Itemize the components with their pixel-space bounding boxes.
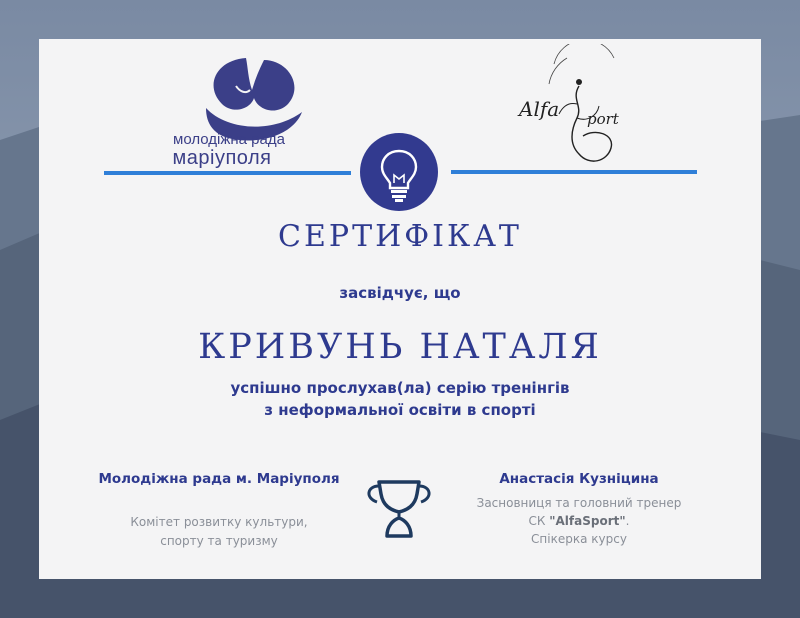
divider-right [451,170,697,174]
signer-role2 [454,514,704,528]
svg-text:port: port [587,110,619,128]
svg-text:Alfa: Alfa [519,97,560,121]
signer-role2-suffix: . [625,514,630,528]
issuer-title: Молодіжна рада м. Маріуполя [98,471,340,487]
signer-role2-prefix: СК [528,514,550,528]
description-line1: успішно прослухав(ла) серію тренінгів [230,379,570,397]
org-logo-line1: молодіжна рада [173,131,285,148]
issuer-sub2: спорту та туризму [160,534,278,548]
trophy-icon [359,476,439,542]
signer-role2-brand: "AlfaSport" [549,514,626,528]
lightbulb-icon [360,133,438,211]
description-line2: з неформальної освіти в спорті [264,401,536,419]
recipient-name: КРИВУНЬ НАТАЛЯ [198,327,602,367]
signer-role1: Засновниця та головний тренер [476,496,682,510]
certificate-card [39,39,761,579]
signer-name: Анастасія Кузніцина [499,471,659,487]
issuer-sub1: Комітет розвитку культури, [130,515,308,529]
signer-role3: Спікерка курсу [531,532,627,546]
alfasport-logo-icon [509,44,649,176]
certifies-that-text: засвідчує, що [339,284,461,302]
org-logo-line2: маріуполя [172,147,272,169]
certificate-title: СЕРТИФІКАТ [278,219,522,254]
lightbulb-badge [360,133,438,211]
divider-left [104,171,351,175]
